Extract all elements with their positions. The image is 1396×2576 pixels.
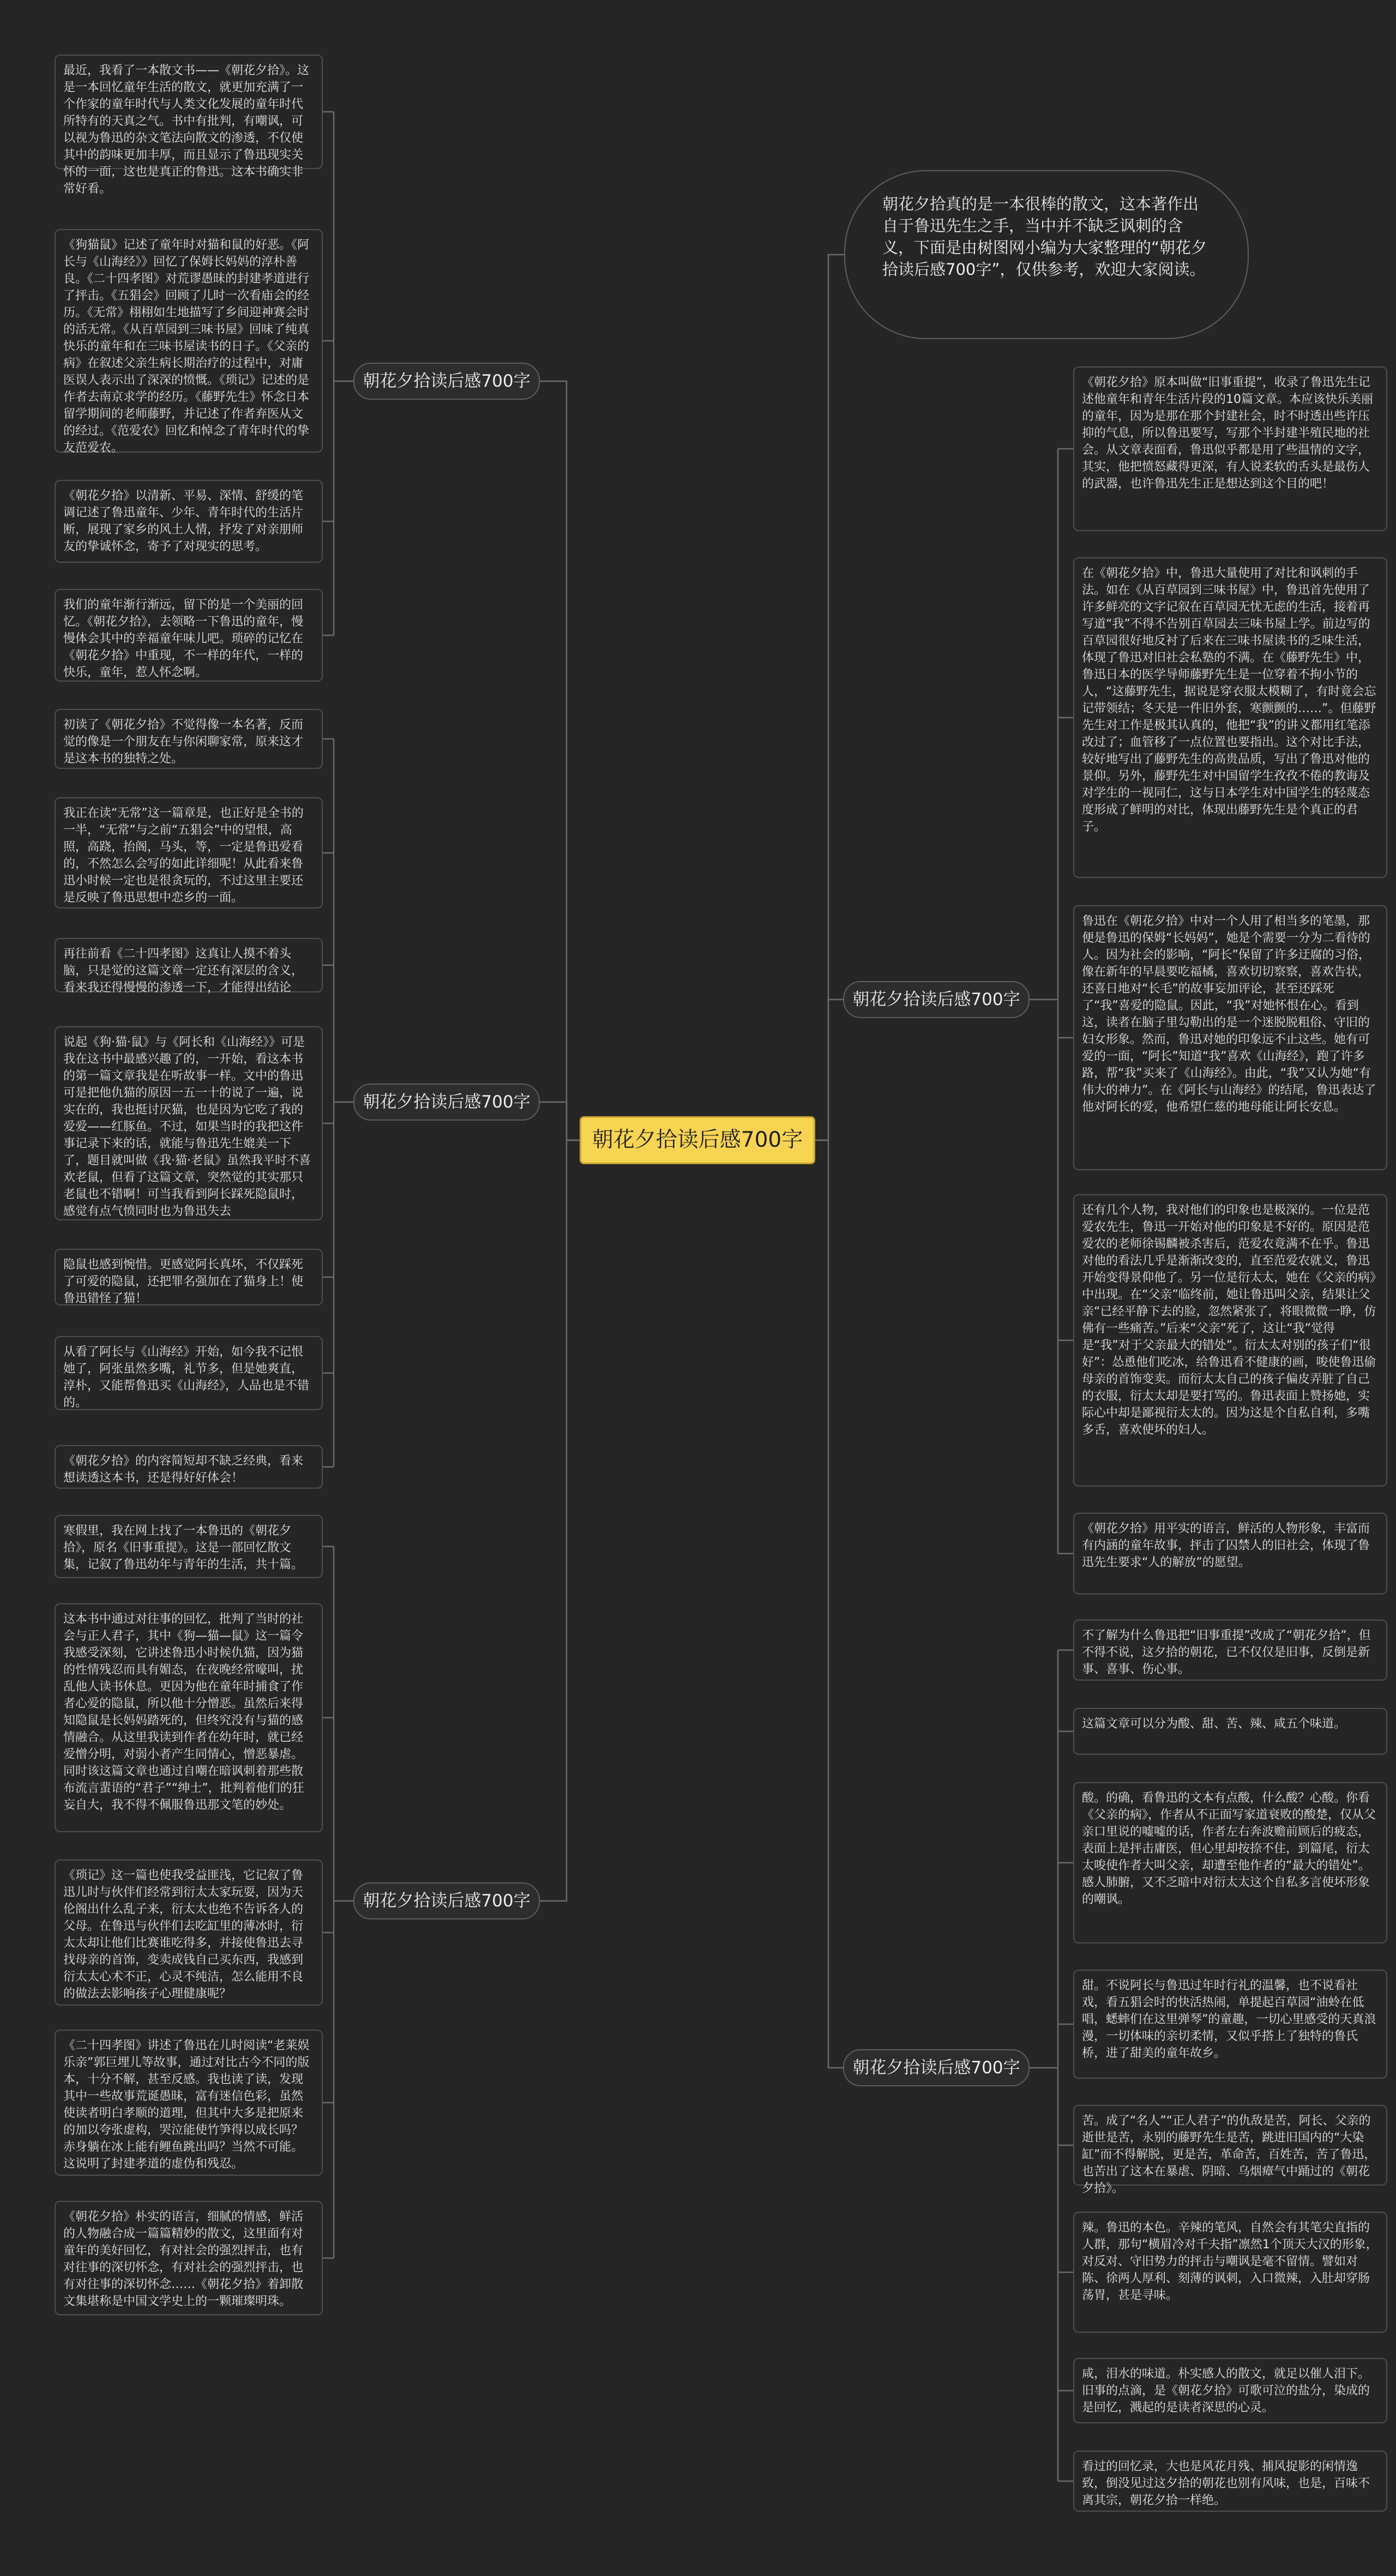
branch-topic-2[interactable]: 朝花夕拾读后感700字 — [353, 1084, 540, 1121]
leaf-note[interactable]: 酸。的确，看鲁迅的文本有点酸，什么酸？心酸。你看《父亲的病》，作者从不正面写家道衰败的酸楚，仅从父亲口里说的嘘嘘的话，作者左右奔波赡前顾后的疲态，表面上是抨击庸医，但心里却按捺不住，到篇尾，衍太太唆使作者大叫父亲，却遭至他作者的“最大的错处”。感人肺腑，又不乏暗中对衍太太这个自私多言使坏形象的嘲讽。 — [1073, 1782, 1387, 1943]
leaf-note[interactable]: 咸，泪水的味道。朴实感人的散文，就足以催人泪下。旧事的点滴，是《朝花夕拾》可歌可泣的盐分，染成的是回忆，溅起的是读者深思的心灵。 — [1073, 2358, 1387, 2423]
leaf-note[interactable]: 我们的童年渐行渐远，留下的是一个美丽的回忆。《朝花夕拾》，去领略一下鲁迅的童年，慢慢体会其中的幸福童年味儿吧。琐碎的记忆在《朝花夕拾》中重现，不一样的年代，一样的快乐，童年，惹人怀念啊。 — [55, 589, 323, 682]
leaf-note[interactable]: 还有几个人物，我对他们的印象也是极深的。一位是范爱农先生，鲁迅一开始对他的印象是不好的。原因是范爱农的老师徐锡麟被杀害后，范爱农竟满不在乎。鲁迅对他的看法几乎是渐渐改变的，直至范爱农就义，鲁迅开始变得景仰他了。另一位是衍太太，她在《父亲的病》中出现。在“父亲”临终前，她让鲁迅叫父亲，结果让父亲“已经平静下去的脸，忽然紧张了，将眼微微一睁，仿佛有一些痛苦。”后来“父亲”死了，这让“我”觉得是“我”对于父亲最大的错处”。衍太太对别的孩子们“很好”：怂恿他们吃冰，给鲁迅看不健康的画，唆使鲁迅偷母亲的首饰变卖。而衍太太自己的孩子偏皮弄脏了自己的衣服，衍太太却是要打骂的。鲁迅表面上赞扬她，实际心中却是鄙视衍太太的。因为这是个自私自利，多嘴多舌，喜欢使坏的妇人。 — [1073, 1194, 1387, 1486]
leaf-note[interactable]: 不了解为什么鲁迅把“旧事重提”改成了“朝花夕拾”，但不得不说，这夕拾的朝花，已不仅仅是旧事，反倒是新事、喜事、伤心事。 — [1073, 1620, 1387, 1681]
root-branch-connector — [540, 381, 580, 1140]
leaf-note[interactable]: 《狗猫鼠》记述了童年时对猫和鼠的好恶。《阿长与《山海经》》回忆了保姆长妈妈的淳朴善良。《二十四孝图》对荒谬愚昧的封建孝道进行了抨击。《五猖会》回顾了儿时一次看庙会的经历。《无常》栩栩如生地描写了乡间迎神赛会时的活无常。《从百草园到三味书屋》回味了纯真快乐的童年和在三味书屋读书的日子。《父亲的病》在叙述父亲生病长期治疗的过程中，对庸医误人表示出了深深的愤慨。《琐记》记述的是作者去南京求学的经历。《藤野先生》怀念日本留学期间的老师藤野，并记述了作者弃医从文的经过。《范爱农》回忆和悼念了青年时代的挚友范爱农。 — [55, 229, 323, 453]
leaf-note[interactable]: 《朝花夕拾》原本叫做“旧事重提”，收录了鲁迅先生记述他童年和青年生活片段的10篇文章。本应该快乐美丽的童年，因为是那在那个封建社会，时不时透出些许压抑的气息，所以鲁迅要写，写那个半封建半殖民地的社会。从文章表面看，鲁迅似乎都是用了些温情的文字，其实，他把愤怒藏得更深，有人说柔软的舌头是最伤人的武器，也许鲁迅先生正是想达到这个目的吧！ — [1073, 366, 1387, 531]
leaf-note[interactable]: 《朝花夕拾》以清新、平易、深情、舒缓的笔调记述了鲁迅童年、少年、青年时代的生活片断，展现了家乡的风土人情，抒发了对亲朋师友的挚诚怀念，寄予了对现实的思考。 — [55, 480, 323, 563]
root-branch-connector — [815, 1000, 843, 1140]
root-branch-connector — [540, 1140, 580, 1901]
leaf-note[interactable]: 我正在读“无常”这一篇章是，也正好是全书的一半，“无常”与之前“五猖会”中的望恨，高照，高跷，抬阁，马头，等，一定是鲁迅爱看的，不然怎么会写的如此详细呢！从此看来鲁迅小时候一定也是很贪玩的，不过这里主要还是反映了鲁迅思想中恋乡的一面。 — [55, 797, 323, 908]
leaf-note[interactable]: 《琐记》这一篇也使我受益匪浅，它记叙了鲁迅儿时与伙伴们经常到衍太太家玩耍，因为天伦阁出什么乱子来，衍太太也绝不告诉各人的父母。在鲁迅与伙伴们去吃缸里的薄冰时，衍太太却让他们比赛谁吃得多，并接使鲁迅去寻找母亲的首饰，变卖成钱自己买东西，我感到衍太太心术不正，心灵不纯洁，怎么能用不良的做法去影响孩子心理健康呢？ — [55, 1859, 323, 2006]
root-intro-connector — [815, 255, 844, 1140]
leaf-note[interactable]: 在《朝花夕拾》中，鲁迅大量使用了对比和讽刺的手法。如在《从百草园到三味书屋》中，鲁迅首先使用了许多鲜亮的文字记叙在百草园无忧无虑的生活，接着再写道“我”不得不告别百草园去三味书屋上学。前边写的百草园很好地反衬了后来在三味书屋读书的乏味生活，体现了鲁迅对旧社会私塾的不满。在《藤野先生》中，鲁迅日本的医学导师藤野先生是一位穿着不拘小节的人，“这藤野先生，据说是穿衣服太模糊了，有时竟会忘记带领结；冬天是一件旧外套，寒颤颤的……”。但藤野先生对工作是极其认真的，他把“我”的讲义都用红笔添改过了；血管移了一点位置也要指出。这个对比手法，较好地写出了藤野先生的高贵品质，写出了鲁迅对他的景仰。另外，藤野先生对中国留学生孜孜不倦的教诲及对学生的一视同仁，这与日本学生对中国学生的轻蔑态度形成了鲜明的对比，体现出藤野先生是个真正的君子。 — [1073, 557, 1387, 878]
leaf-note[interactable]: 《朝花夕拾》用平实的语言，鲜活的人物形象，丰富而有内涵的童年故事，抨击了囚禁人的旧社会，体现了鲁迅先生要求“人的解放”的愿望。 — [1073, 1513, 1387, 1594]
leaf-note[interactable]: 看过的回忆录，大也是风花月残、捕风捉影的闲情逸致，倒没见过这夕拾的朝花也别有风味，也是，百味不离其宗，朝花夕拾一样绝。 — [1073, 2451, 1387, 2512]
leaf-note[interactable]: 初读了《朝花夕拾》不觉得像一本名著，反而觉的像是一个朋友在与你闲聊家常，原来这才是这本书的独特之处。 — [55, 709, 323, 769]
leaf-note[interactable]: 鲁迅在《朝花夕拾》中对一个人用了相当多的笔墨，那便是鲁迅的保姆“长妈妈”，她是个需要一分为二看待的人。因为社会的影响，“阿长”保留了许多迂腐的习俗，像在新年的早晨要吃福橘，喜欢切切察察，喜欢告状，还喜日地对“长毛”的故事妄加评论，甚至还踩死了“我”喜爱的隐鼠。因此，“我”对她怀恨在心。看到这，读者在脑子里勾勒出的是一个迷脱脱粗俗、守旧的妇女形象。然而，鲁迅对她的印象远不止这些。她有可爱的一面，“阿长”知道“我”喜欢《山海经》，跑了许多路，帮“我”买来了《山海经》。由此，“我”又认为她“有伟大的神力”。在《阿长与山海经》的结尾，鲁迅表达了他对阿长的爱，他希望仁慈的地母能让阿长安息。 — [1073, 905, 1387, 1170]
branch-topic-3[interactable]: 朝花夕拾读后感700字 — [353, 1882, 540, 1919]
branch-topic-4[interactable]: 朝花夕拾读后感700字 — [843, 981, 1030, 1018]
leaf-note[interactable]: 这篇文章可以分为酸、甜、苦、辣、咸五个味道。 — [1073, 1708, 1387, 1755]
intro-note: 朝花夕拾真的是一本很棒的散文，这本著作出自于鲁迅先生之手，当中并不缺乏讽刺的含义，下面是由树图网小编为大家整理的“朝花夕拾读后感700字”，仅供参考，欢迎大家阅读。 — [844, 170, 1249, 339]
leaf-note[interactable]: 《二十四孝图》讲述了鲁迅在儿时阅读“老莱娱乐亲”郭巨埋儿等故事，通过对比古今不同的版本，十分不解，甚至反感。我也读了读，发现其中一些故事荒诞愚昧，富有迷信色彩，虽然使读者明白孝顺的道理，但其中大多是把原来的加以夸张虚构，哭泣能使竹笋得以成长吗？赤身躺在冰上能有鲤鱼跳出吗？当然不可能。这说明了封建孝道的虚伪和残忍。 — [55, 2030, 323, 2176]
leaf-note[interactable]: 这本书中通过对往事的回忆，批判了当时的社会与正人君子，其中《狗—猫—鼠》这一篇令我感受深刻，它讲述鲁迅小时候仇猫，因为猫的性情残忍而具有媚态，在夜晚经常嚎叫，扰乱他人读书休息。更因为他在童年时捕食了作者心爱的隐鼠，所以他十分憎恶。虽然后来得知隐鼠是长妈妈踏死的，但终究没有与猫的感情融合。从这里我读到作者在幼年时，就已经爱憎分明，对弱小者产生同情心，憎恶暴虐。同时该这篇文章也通过自嘲在暗讽刺着那些散布流言蜚语的“君子”“绅士”，批判着他们的狂妄自大，我不得不佩服鲁迅那文笔的妙处。 — [55, 1603, 323, 1832]
leaf-note[interactable]: 再往前看《二十四孝图》这真让人摸不着头脑，只是觉的这篇文章一定还有深层的含义，看来我还得慢慢的渗透一下，才能得出结论 — [55, 938, 323, 992]
root-branch-connector — [540, 1102, 580, 1140]
central-topic[interactable]: 朝花夕拾读后感700字 — [580, 1116, 815, 1164]
branch-topic-5[interactable]: 朝花夕拾读后感700字 — [843, 2049, 1030, 2086]
leaf-note[interactable]: 《朝花夕拾》朴实的语言，细腻的情感，鲜活的人物融合成一篇篇精妙的散文，这里面有对童年的美好回忆，有对社会的强烈抨击，也有对往事的深切怀念，有对社会的强烈抨击，也有对往事的深切怀念……《朝花夕拾》着卸散文集堪称是中国文学史上的一颗璀璨明珠。 — [55, 2201, 323, 2315]
leaf-note[interactable]: 最近，我看了一本散文书——《朝花夕拾》。这是一本回忆童年生活的散文，就更加充满了一个作家的童年时代与人类文化发展的童年时代所特有的天真之气。书中有批判，有嘲讽，可以视为鲁迅的杂文笔法向散文的渗透，不仅使其中的韵味更加丰厚，而且显示了鲁迅现实关怀的一面，这也是真正的鲁迅。这本书确实非常好看。 — [55, 55, 323, 169]
leaf-note[interactable]: 说起《狗·猫·鼠》与《阿长和《山海经》》可是我在这书中最感兴趣了的，一开始，看这本书的第一篇文章我是在听故事一样。文中的鲁迅可是把他仇猫的原因一五一十的说了一遍，说实在的，我也挺讨厌猫，也是因为它吃了我的爱爱——红豚鱼。不过，如果当时的我把这件事记录下来的话，就能与鲁迅先生媲美一下了，题目就叫做《我·猫·老鼠》虽然我平时不喜欢老鼠，但看了这篇文章，突然觉的其实那只老鼠也不错啊！可当我看到阿长踩死隐鼠时，感觉有点气愤同时也为鲁迅失去 — [55, 1026, 323, 1220]
branch-topic-1[interactable]: 朝花夕拾读后感700字 — [353, 363, 540, 400]
leaf-note[interactable]: 甜。不说阿长与鲁迅过年时行礼的温馨，也不说看社戏，看五猖会时的快活热闹，单提起百草园“油蛉在低唱，蟋蟀们在这里弹琴”的童趣，一切心里感受的天真浪漫，一切体味的亲切柔情，又似乎搭上了独特的鲁氏桥，进了甜美的童年故乡。 — [1073, 1970, 1387, 2079]
leaf-note[interactable]: 辣。鲁迅的本色。辛辣的笔风，自然会有其笔尖直指的人群，那句“横眉冷对千夫指”凛然1个顶天大汉的形象，对反对、守旧势力的抨击与嘲讽是毫不留情。譬如对陈、徐两人厚利、刻薄的讽刺，入口微辣，入肚却穿肠荡胃，甚是寻味。 — [1073, 2212, 1387, 2333]
leaf-note[interactable]: 寒假里，我在网上找了一本鲁迅的《朝花夕拾》，原名《旧事重提》。这是一部回忆散文集，记叙了鲁迅幼年与青年的生活，共十篇。 — [55, 1515, 323, 1578]
leaf-note[interactable]: 《朝花夕拾》的内容简短却不缺乏经典，看来想读透这本书，还是得好好体会！ — [55, 1445, 323, 1489]
leaf-note[interactable]: 隐鼠也感到惋惜。更感觉阿长真坏，不仅踩死了可爱的隐鼠，还把罪名强加在了猫身上！使鲁迅错怪了猫！ — [55, 1249, 323, 1305]
leaf-note[interactable]: 从看了阿长与《山海经》开始，如今我不记恨她了，阿张虽然多嘴，礼节多，但是她爽直，淳朴，又能帮鲁迅买《山海经》，人品也是不错的。 — [55, 1336, 323, 1410]
leaf-note[interactable]: 苦。成了“名人”“正人君子”的仇敌是苦，阿长、父亲的逝世是苦，永别的藤野先生是苦，跳进旧国内的“大染缸”而不得解脱，更是苦，革命苦，百姓苦，苦了鲁迅，也苦出了这本在暴虐、阴暗、乌烟瘴气中踊过的《朝花夕拾》。 — [1073, 2105, 1387, 2186]
root-branch-connector — [815, 1140, 843, 2068]
